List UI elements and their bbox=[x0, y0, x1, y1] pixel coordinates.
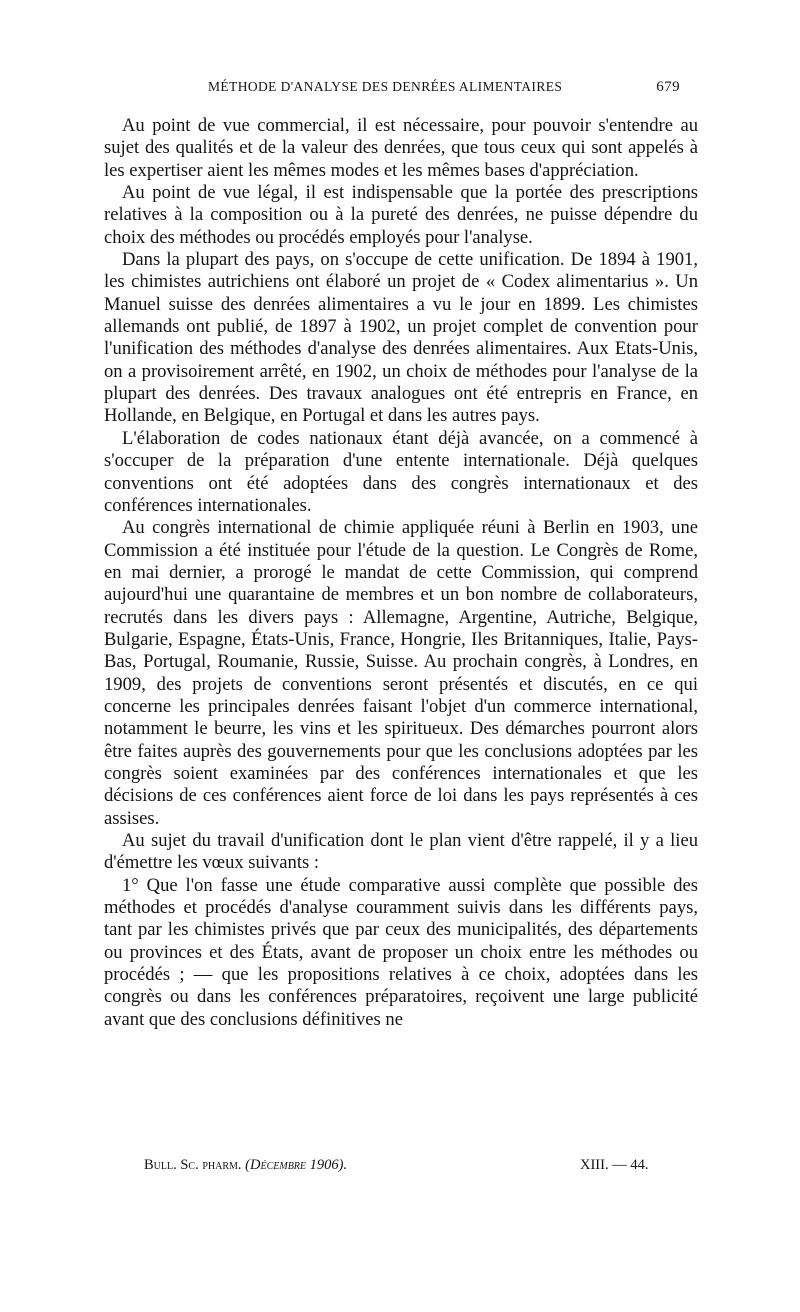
paragraph-national-codes: L'élaboration de codes nationaux étant déjà avancée, on a commencé à s'occuper de la préparation d'une entente internationale. Déjà quelques conventions ont été adoptées dans des congrès internationaux et des conférences internationales. bbox=[104, 427, 698, 516]
body-text bbox=[104, 115, 698, 1031]
paragraph-commercial: Au point de vue commercial, il est nécessaire, pour pouvoir s'entendre au sujet des qualités et de la valeur des denrées, que tous ceux qui sont appelés à les expertiser aient les mêmes modes et les mêmes bases d'appréciation. bbox=[104, 115, 698, 181]
page-footer bbox=[104, 1157, 698, 1179]
paragraph-wish-1: 1° Que l'on fasse une étude comparative aussi complète que possible des méthodes et procédés d'analyse couramment suivis dans les différents pays, tant par les chimistes privés que par ceux des municipalités, des départements ou provinces et des États, avant de proposer un choix entre les méthodes ou procédés ; — que les propositions relatives à ce choix, adoptées dans les congrès ou dans les conférences préparatoires, reçoivent une large publicité avant que des conclusions définitives ne bbox=[104, 874, 698, 1030]
running-header bbox=[104, 79, 682, 101]
page-number: 679 bbox=[656, 79, 680, 95]
footer-journal-name: Bull. Sc. pharm. bbox=[144, 1157, 242, 1173]
footer-journal bbox=[144, 1157, 347, 1174]
paragraph-legal: Au point de vue légal, il est indispensable que la portée des prescriptions relatives à la composition ou à la pureté des denrées, ne puisse dépendre du choix des méthodes ou procédés employés pour l'analyse. bbox=[104, 182, 698, 248]
footer-issue: (Décembre 1906). bbox=[245, 1157, 348, 1173]
footer-sheet-mark: XIII. — 44. bbox=[580, 1157, 649, 1173]
paragraph-wishes-intro: Au sujet du travail d'unification dont le plan vient d'être rappelé, il y a lieu d'émettre les vœux suivants : bbox=[104, 830, 698, 874]
paragraph-international-congress: Au congrès international de chimie appliquée réuni à Berlin en 1903, une Commission a été instituée pour l'étude de la question. Le Congrès de Rome, en mai dernier, a prorogé le mandat de cette Commission, qui comprend aujourd'hui une quarantaine de membres et un bon nombre de collaborateurs, recrutés dans les divers pays : Allemagne, Argentine, Autriche, Belgique, Bulgarie, Espagne, États-Unis, France, Hongrie, Iles Britanniques, Italie, Pays-Bas, Portugal, Roumanie, Russie, Suisse. Au prochain congrès, à Londres, en 1909, des projets de conventions seront présentés et discutés, en ce qui concerne les principales denrées faisant l'objet d'un commerce international, notamment le beurre, les vins et les spiritueux. Des démarches pourront alors être faites auprès des gouvernements pour que les conclusions adoptées par les congrès soient examinées par des conférences internationales et que les décisions de ces conférences aient force de loi dans les pays représentés à ces assises. bbox=[104, 517, 698, 829]
running-title: MÉTHODE D'ANALYSE DES DENRÉES ALIMENTAIRES bbox=[208, 79, 563, 94]
paragraph-unification: Dans la plupart des pays, on s'occupe de cette unification. De 1894 à 1901, les chimistes autrichiens ont élaboré un projet de « Codex alimentarius ». Un Manuel suisse des denrées alimentaires a vu le jour en 1899. Les chimistes allemands ont publié, de 1897 à 1902, un projet complet de convention pour l'unification des méthodes d'analyse des denrées alimentaires. Aux Etats-Unis, on a provisoirement arrêté, en 1902, un choix de méthodes pour l'analyse de la plupart des denrées. Des travaux analogues ont été entrepris en France, en Hollande, en Belgique, en Portugal et dans les autres pays. bbox=[104, 249, 698, 427]
